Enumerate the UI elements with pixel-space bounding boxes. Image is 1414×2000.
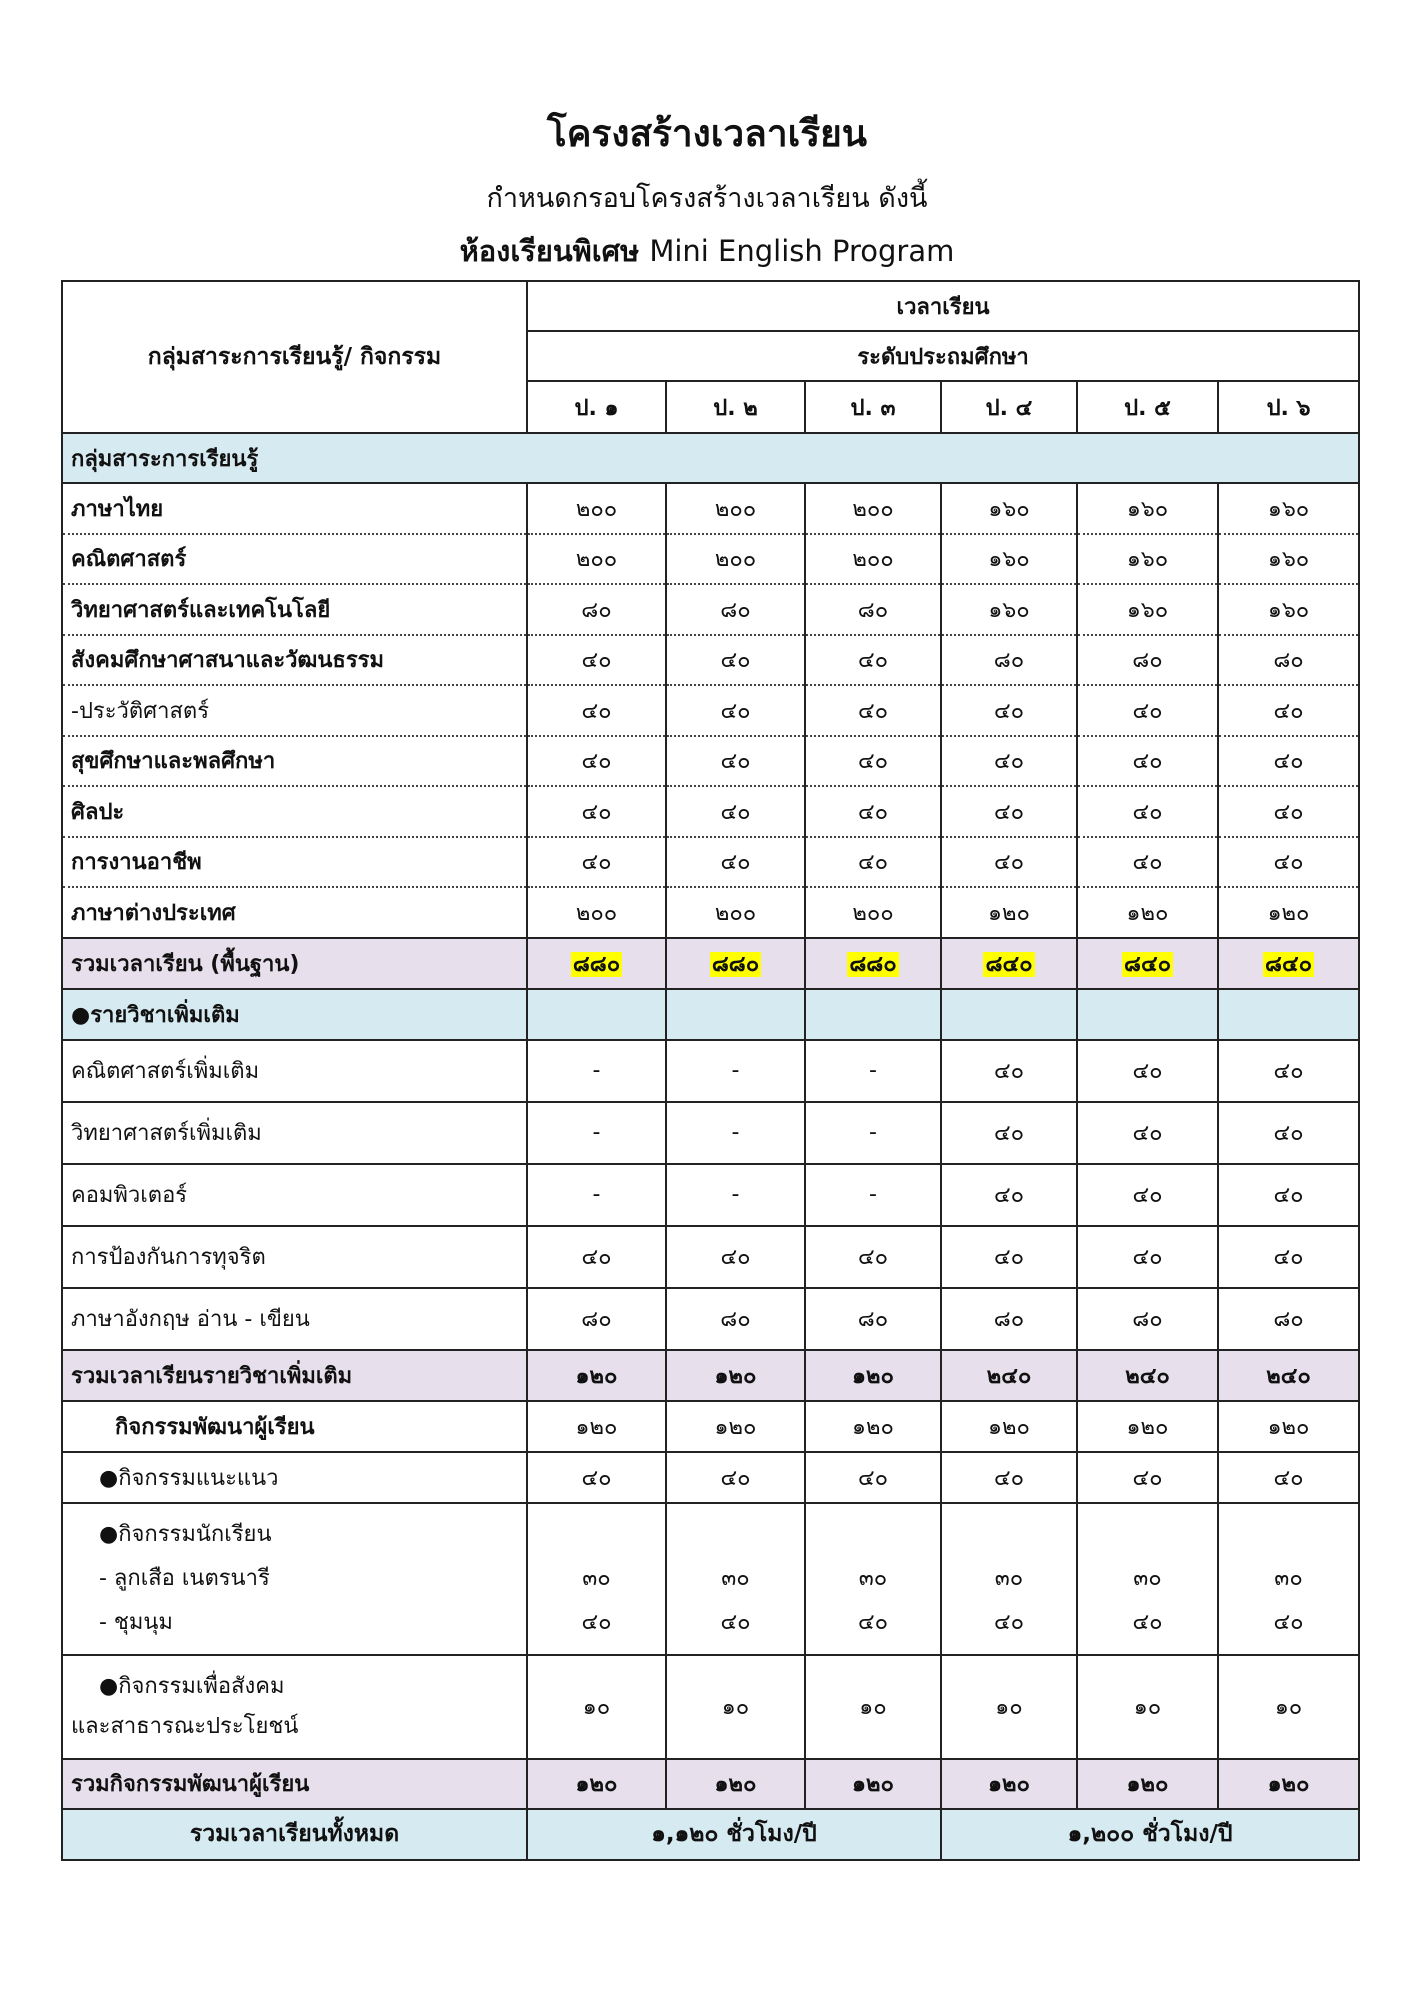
row-value: ๔๐ bbox=[527, 1226, 666, 1288]
row-value: ๒๐๐ bbox=[805, 483, 941, 534]
row-value: - bbox=[805, 1164, 941, 1226]
row-value: ๑๖๐ bbox=[1218, 534, 1359, 585]
row-value: ๑๒๐ bbox=[805, 1401, 941, 1452]
row-value: ๔๐ bbox=[1077, 1164, 1218, 1226]
row-value: ๔๐ bbox=[941, 1226, 1077, 1288]
row-value: ๔๐ bbox=[1077, 685, 1218, 736]
row-value: ๔๐ bbox=[993, 1609, 1025, 1635]
row-value: ๑๒๐ bbox=[1077, 887, 1218, 938]
row-value: ๑๖๐ bbox=[1218, 483, 1359, 534]
row-value: ๓๐ bbox=[1133, 1565, 1162, 1591]
row-value: ๑๖๐ bbox=[941, 483, 1077, 534]
sub-activity-label: - ลูกเสือ เนตรนารี bbox=[99, 1565, 270, 1591]
row-label: สุขศึกษาและพลศึกษา bbox=[62, 736, 527, 787]
row-label: การงานอาชีพ bbox=[62, 837, 527, 888]
row-value: ๔๐ bbox=[1077, 1102, 1218, 1164]
row-value: ๔๐ bbox=[666, 1452, 805, 1503]
row-value: ๔๐ bbox=[1218, 685, 1359, 736]
section-fill bbox=[805, 433, 941, 483]
activity-head-row bbox=[62, 1401, 1359, 1452]
row-value: ๑๐ bbox=[941, 1655, 1077, 1759]
section-fill bbox=[941, 433, 1077, 483]
row-value: ๔๐ bbox=[941, 1164, 1077, 1226]
row-value: ๑๐ bbox=[527, 1655, 666, 1759]
program-title bbox=[0, 228, 1414, 274]
row-value: ๔๐ bbox=[1218, 837, 1359, 888]
row-value: ๒๐๐ bbox=[666, 887, 805, 938]
section-fill bbox=[1218, 989, 1359, 1040]
row-value: ๔๐ bbox=[1273, 1609, 1304, 1635]
row-value bbox=[805, 1503, 941, 1655]
row-value bbox=[1218, 938, 1359, 989]
section-label: กลุ่มสาระการเรียนรู้ bbox=[62, 433, 527, 483]
row-value bbox=[666, 938, 805, 989]
row-value: ๔๐ bbox=[941, 837, 1077, 888]
row-value: ๔๐ bbox=[527, 685, 666, 736]
student-activity-row bbox=[62, 1503, 1359, 1655]
activity-label-cont: และสาธารณะประโยชน์ bbox=[71, 1713, 299, 1739]
section-fill bbox=[1077, 433, 1218, 483]
row-value bbox=[1077, 1503, 1218, 1655]
row-value: ๔๐ bbox=[1218, 1226, 1359, 1288]
row-value: ๒๐๐ bbox=[527, 483, 666, 534]
row-value: ๓๐ bbox=[994, 1565, 1024, 1591]
row-value: ๒๐๐ bbox=[666, 483, 805, 534]
activity-label: ●กิจกรรมเพื่อสังคม bbox=[99, 1673, 285, 1699]
row-value: ๘๐ bbox=[1218, 635, 1359, 686]
row-value: ๔๐ bbox=[1218, 1102, 1359, 1164]
row-value: ๘๐ bbox=[527, 1288, 666, 1350]
row-value: ๔๐ bbox=[805, 685, 941, 736]
row-label: ภาษาไทย bbox=[62, 483, 527, 534]
activity-total-row bbox=[62, 1759, 1359, 1809]
row-value: ๔๐ bbox=[666, 786, 805, 837]
header-grade: ป. ๒ bbox=[666, 381, 805, 433]
row-value: ๑๖๐ bbox=[1218, 584, 1359, 635]
row-value: ๓๐ bbox=[1274, 1565, 1303, 1591]
row-value bbox=[805, 938, 941, 989]
row-value: ๑๒๐ bbox=[1218, 1401, 1359, 1452]
row-value: ๘๐ bbox=[805, 584, 941, 635]
row-value: ๔๐ bbox=[1218, 1452, 1359, 1503]
spacer bbox=[536, 1513, 657, 1557]
row-label: -ประวัติศาสตร์ bbox=[62, 685, 527, 736]
core-subject-row bbox=[62, 887, 1359, 938]
row-label: รวมกิจกรรมพัฒนาผู้เรียน bbox=[62, 1759, 527, 1809]
row-value: ๑๒๐ bbox=[527, 1759, 666, 1809]
row-value: ๔๐ bbox=[1077, 1226, 1218, 1288]
row-value: ๑๖๐ bbox=[1077, 584, 1218, 635]
row-value: - bbox=[805, 1102, 941, 1164]
header-time: เวลาเรียน bbox=[527, 281, 1359, 331]
elective-row bbox=[62, 1164, 1359, 1226]
row-value bbox=[527, 1503, 666, 1655]
spacer bbox=[1086, 1513, 1209, 1557]
section-fill bbox=[1218, 433, 1359, 483]
highlighted-value: ๘๔๐ bbox=[1265, 951, 1313, 977]
row-value: ๑๖๐ bbox=[941, 584, 1077, 635]
row-value: ๑๒๐ bbox=[1218, 1759, 1359, 1809]
row-value: ๔๐ bbox=[941, 1102, 1077, 1164]
row-value: ๑๒๐ bbox=[941, 1401, 1077, 1452]
row-value: ๔๐ bbox=[581, 1609, 612, 1635]
core-total-row bbox=[62, 938, 1359, 989]
row-value: ๔๐ bbox=[1077, 1452, 1218, 1503]
section-fill bbox=[805, 989, 941, 1040]
row-value: ๔๐ bbox=[941, 736, 1077, 787]
row-value: ๑๖๐ bbox=[1077, 483, 1218, 534]
row-value: ๔๐ bbox=[805, 736, 941, 787]
activity-label: ●กิจกรรมนักเรียน bbox=[99, 1521, 272, 1547]
row-value: - bbox=[527, 1164, 666, 1226]
highlighted-value: ๘๔๐ bbox=[985, 951, 1033, 977]
row-value bbox=[941, 938, 1077, 989]
row-value: ๓๐ bbox=[582, 1565, 611, 1591]
section-label: ●รายวิชาเพิ่มเติม bbox=[62, 989, 527, 1040]
row-value: ๔๐ bbox=[720, 1609, 751, 1635]
row-label: วิทยาศาสตร์เพิ่มเติม bbox=[62, 1102, 527, 1164]
row-label: คอมพิวเตอร์ bbox=[62, 1164, 527, 1226]
row-value: ๑๒๐ bbox=[805, 1759, 941, 1809]
row-value: ๔๐ bbox=[666, 736, 805, 787]
row-value: - bbox=[527, 1102, 666, 1164]
row-value: ๘๐ bbox=[666, 1288, 805, 1350]
row-value: ๔๐ bbox=[1218, 1164, 1359, 1226]
row-value: ๔๐ bbox=[1077, 736, 1218, 787]
program-english: Mini English Program bbox=[649, 234, 955, 268]
row-value: ๔๐ bbox=[527, 635, 666, 686]
row-value: - bbox=[666, 1102, 805, 1164]
program-thai: ห้องเรียนพิเศษ bbox=[459, 234, 640, 268]
row-value: ๔๐ bbox=[941, 1452, 1077, 1503]
row-value: ๔๐ bbox=[805, 1452, 941, 1503]
row-value: ๔๐ bbox=[666, 1226, 805, 1288]
row-label bbox=[62, 1503, 527, 1655]
row-value: ๑๒๐ bbox=[527, 1401, 666, 1452]
spacer bbox=[950, 1513, 1068, 1557]
section-core bbox=[62, 433, 1359, 483]
row-label: ●กิจกรรมแนะแนว bbox=[62, 1452, 527, 1503]
row-value: ๒๔๐ bbox=[1218, 1350, 1359, 1401]
row-value: ๔๐ bbox=[941, 1040, 1077, 1102]
row-value: ๘๐ bbox=[1218, 1288, 1359, 1350]
row-value: ๑๒๐ bbox=[805, 1350, 941, 1401]
page-subtitle: กำหนดกรอบโครงสร้างเวลาเรียน ดังนี้ bbox=[486, 183, 928, 214]
header-grade: ป. ๖ bbox=[1218, 381, 1359, 433]
core-subject-row bbox=[62, 837, 1359, 888]
row-value: ๑๐ bbox=[1077, 1655, 1218, 1759]
highlighted-value: ๘๔๐ bbox=[1123, 951, 1172, 977]
row-value bbox=[527, 938, 666, 989]
row-value: ๑๒๐ bbox=[1218, 887, 1359, 938]
row-value: ๔๐ bbox=[666, 837, 805, 888]
row-value: ๔๐ bbox=[527, 837, 666, 888]
core-subject-row bbox=[62, 534, 1359, 585]
core-subject-row bbox=[62, 584, 1359, 635]
section-fill bbox=[941, 989, 1077, 1040]
row-value: ๔๐ bbox=[805, 1226, 941, 1288]
header-grade: ป. ๔ bbox=[941, 381, 1077, 433]
core-subject-row bbox=[62, 685, 1359, 736]
row-label: กิจกรรมพัฒนาผู้เรียน bbox=[62, 1401, 527, 1452]
row-value: - bbox=[666, 1040, 805, 1102]
elective-row bbox=[62, 1102, 1359, 1164]
row-value: ๔๐ bbox=[1218, 1040, 1359, 1102]
row-value: ๔๐ bbox=[805, 635, 941, 686]
header-grade: ป. ๕ bbox=[1077, 381, 1218, 433]
header-subject: กลุ่มสาระการเรียนรู้/ กิจกรรม bbox=[62, 281, 527, 433]
row-value bbox=[1077, 938, 1218, 989]
grand-total-label: รวมเวลาเรียนทั้งหมด bbox=[62, 1809, 527, 1860]
section-fill bbox=[1077, 989, 1218, 1040]
core-subject-row bbox=[62, 483, 1359, 534]
row-label: ศิลปะ bbox=[62, 786, 527, 837]
row-value: ๑๒๐ bbox=[941, 887, 1077, 938]
row-label: สังคมศึกษาศาสนาและวัฒนธรรม bbox=[62, 635, 527, 686]
sub-activity-label: - ชุมนุม bbox=[99, 1609, 173, 1635]
page-title: โครงสร้างเวลาเรียน bbox=[546, 112, 868, 155]
row-label: รวมเวลาเรียนรายวิชาเพิ่มเติม bbox=[62, 1350, 527, 1401]
row-value: ๔๐ bbox=[1218, 736, 1359, 787]
row-value: ๑๒๐ bbox=[666, 1759, 805, 1809]
row-value bbox=[666, 1503, 805, 1655]
highlighted-value: ๘๘๐ bbox=[849, 951, 897, 977]
row-value: ๔๐ bbox=[527, 786, 666, 837]
row-value bbox=[1218, 1503, 1359, 1655]
row-value: ๔๐ bbox=[941, 786, 1077, 837]
row-value: ๔๐ bbox=[527, 1452, 666, 1503]
row-value: ๒๐๐ bbox=[527, 534, 666, 585]
row-value: ๑๒๐ bbox=[1077, 1401, 1218, 1452]
row-value: ๔๐ bbox=[527, 736, 666, 787]
row-label: วิทยาศาสตร์และเทคโนโลยี bbox=[62, 584, 527, 635]
elective-row bbox=[62, 1040, 1359, 1102]
timetable bbox=[61, 280, 1360, 1861]
row-value: ๔๐ bbox=[1077, 837, 1218, 888]
grand-total-upper: ๑,๒๐๐ ชั่วโมง/ปี bbox=[941, 1809, 1359, 1860]
highlighted-value: ๘๘๐ bbox=[711, 951, 760, 977]
row-value: - bbox=[805, 1040, 941, 1102]
row-label bbox=[62, 1655, 527, 1759]
spacer bbox=[814, 1513, 932, 1557]
row-value: ๑๐ bbox=[666, 1655, 805, 1759]
spacer bbox=[675, 1513, 796, 1557]
row-value: ๔๐ bbox=[805, 786, 941, 837]
row-value: ๒๔๐ bbox=[1077, 1350, 1218, 1401]
row-value: ๓๐ bbox=[721, 1565, 750, 1591]
row-label: คณิตศาสตร์เพิ่มเติม bbox=[62, 1040, 527, 1102]
row-value: - bbox=[666, 1164, 805, 1226]
row-value: ๒๐๐ bbox=[666, 534, 805, 585]
section-elective bbox=[62, 989, 1359, 1040]
row-value: ๑๖๐ bbox=[941, 534, 1077, 585]
row-value: - bbox=[527, 1040, 666, 1102]
row-label: รวมเวลาเรียน (พื้นฐาน) bbox=[62, 938, 527, 989]
section-fill bbox=[666, 989, 805, 1040]
row-value: ๑๒๐ bbox=[666, 1401, 805, 1452]
row-value: ๑๖๐ bbox=[1077, 534, 1218, 585]
row-value: ๔๐ bbox=[666, 685, 805, 736]
spacer bbox=[1227, 1513, 1350, 1557]
row-value: ๑๐ bbox=[805, 1655, 941, 1759]
row-value: ๘๐ bbox=[527, 584, 666, 635]
elective-row bbox=[62, 1288, 1359, 1350]
row-value: ๘๐ bbox=[941, 1288, 1077, 1350]
row-value: ๑๒๐ bbox=[941, 1759, 1077, 1809]
grand-total-row bbox=[62, 1809, 1359, 1860]
row-value: ๔๐ bbox=[941, 685, 1077, 736]
core-subject-row bbox=[62, 736, 1359, 787]
row-value: ๔๐ bbox=[1132, 1609, 1163, 1635]
header-level: ระดับประถมศึกษา bbox=[527, 331, 1359, 381]
guidance-row bbox=[62, 1452, 1359, 1503]
row-value: ๓๐ bbox=[858, 1565, 888, 1591]
section-fill bbox=[527, 989, 666, 1040]
row-value: ๒๐๐ bbox=[805, 887, 941, 938]
row-value: ๔๐ bbox=[1218, 786, 1359, 837]
section-fill bbox=[666, 433, 805, 483]
row-label: ภาษาต่างประเทศ bbox=[62, 887, 527, 938]
core-subject-row bbox=[62, 786, 1359, 837]
row-value: ๑๒๐ bbox=[1077, 1759, 1218, 1809]
section-fill bbox=[527, 433, 666, 483]
row-value: ๘๐ bbox=[1077, 635, 1218, 686]
row-label: การป้องกันการทุจริต bbox=[62, 1226, 527, 1288]
core-subject-row bbox=[62, 635, 1359, 686]
row-value: ๘๐ bbox=[805, 1288, 941, 1350]
row-value: ๘๐ bbox=[941, 635, 1077, 686]
row-value: ๘๐ bbox=[666, 584, 805, 635]
row-label: ภาษาอังกฤษ อ่าน - เขียน bbox=[62, 1288, 527, 1350]
highlighted-value: ๘๘๐ bbox=[572, 951, 621, 977]
header-grade: ป. ๓ bbox=[805, 381, 941, 433]
elective-total-row bbox=[62, 1350, 1359, 1401]
row-value: ๒๐๐ bbox=[527, 887, 666, 938]
header-grade: ป. ๑ bbox=[527, 381, 666, 433]
row-value bbox=[941, 1503, 1077, 1655]
row-value: ๑๒๐ bbox=[527, 1350, 666, 1401]
social-activity-row bbox=[62, 1655, 1359, 1759]
row-value: ๑๒๐ bbox=[666, 1350, 805, 1401]
row-label: คณิตศาสตร์ bbox=[62, 534, 527, 585]
row-value: ๔๐ bbox=[1077, 786, 1218, 837]
row-value: ๔๐ bbox=[805, 837, 941, 888]
row-value: ๑๐ bbox=[1218, 1655, 1359, 1759]
row-value: ๔๐ bbox=[857, 1609, 889, 1635]
elective-row bbox=[62, 1226, 1359, 1288]
row-value: ๔๐ bbox=[666, 635, 805, 686]
row-value: ๔๐ bbox=[1077, 1040, 1218, 1102]
row-value: ๒๔๐ bbox=[941, 1350, 1077, 1401]
row-value: ๘๐ bbox=[1077, 1288, 1218, 1350]
row-value: ๒๐๐ bbox=[805, 534, 941, 585]
grand-total-lower: ๑,๑๒๐ ชั่วโมง/ปี bbox=[527, 1809, 941, 1860]
